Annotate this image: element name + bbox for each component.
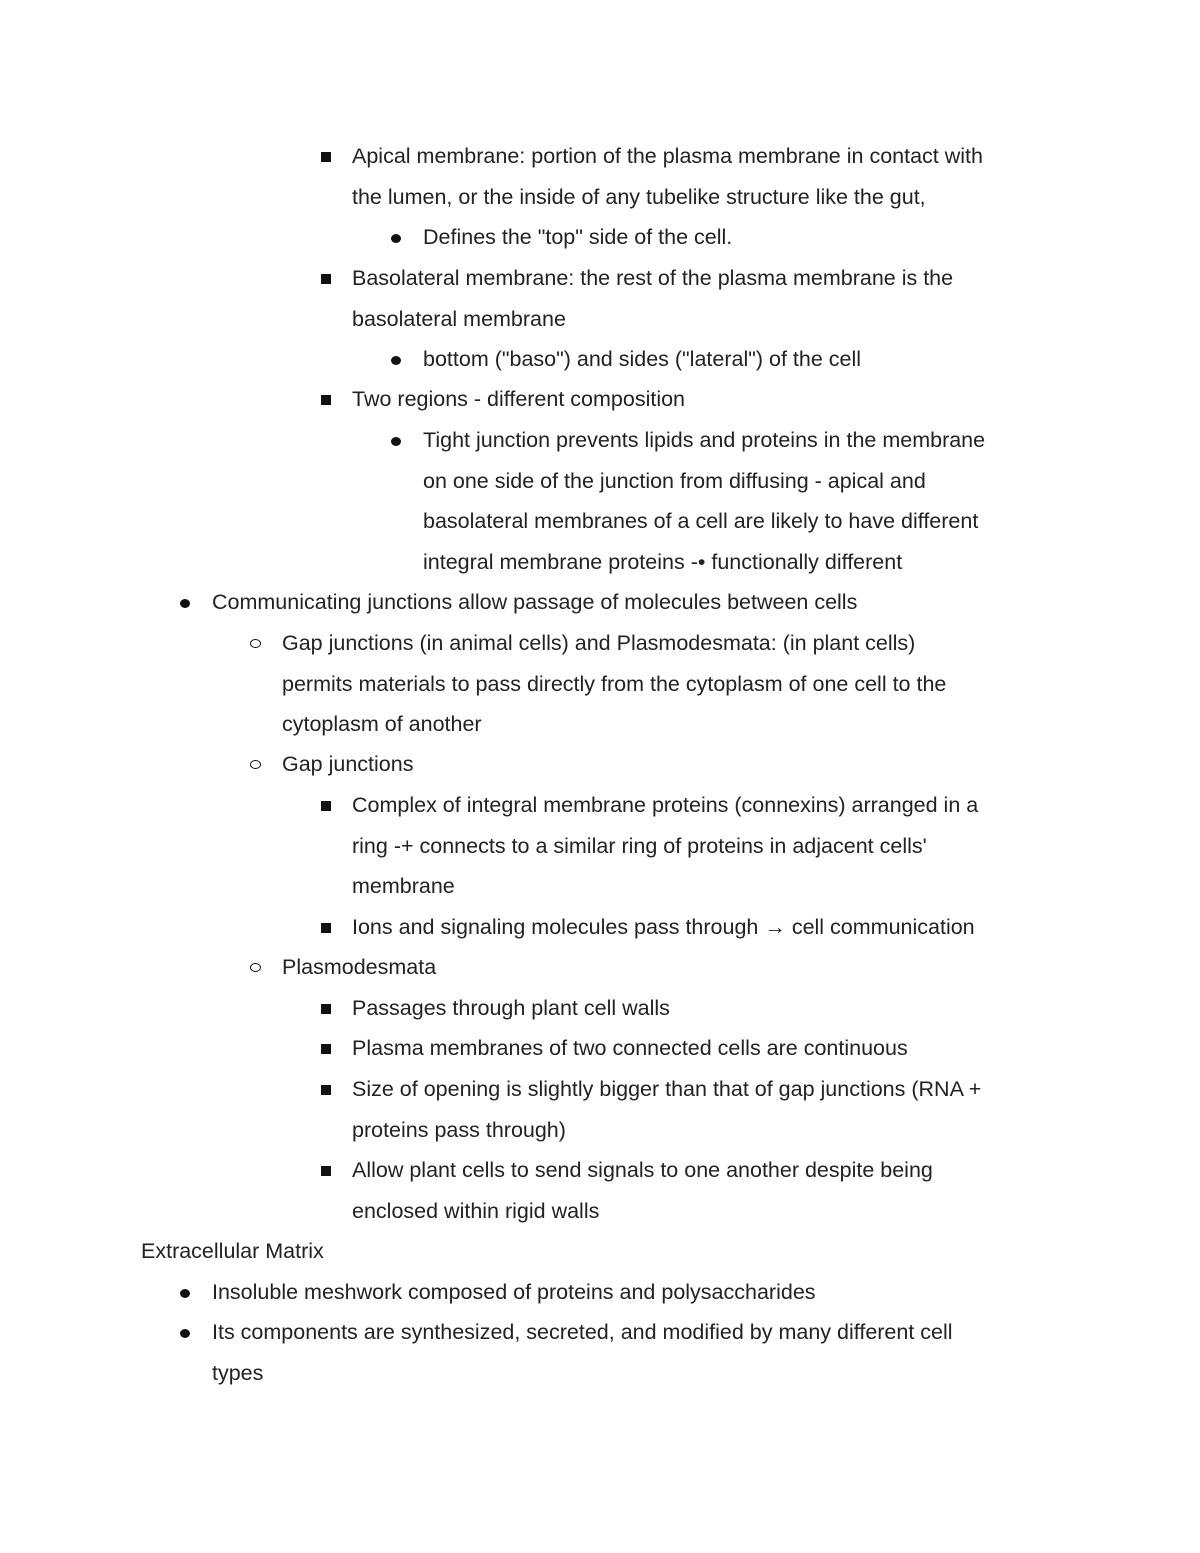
list-item-text: Plasma membranes of two connected cells are continuous <box>352 1036 908 1060</box>
square-bullet-icon <box>321 1166 331 1176</box>
list-item-two-regions <box>352 379 685 420</box>
list-item-text: Complex of integral membrane proteins (connexins) arranged in a <box>352 793 979 817</box>
circle-bullet-icon <box>250 760 261 769</box>
list-item-plasmodesmata <box>282 947 436 988</box>
list-item-text: types <box>212 1360 264 1385</box>
square-bullet-icon <box>321 395 331 405</box>
list-item-gap-junctions <box>282 744 413 785</box>
disc-bullet-icon <box>391 437 401 446</box>
list-item-text: ring -+ connects to a similar ring of proteins in adjacent cells' <box>352 833 927 858</box>
list-item-tight-junction <box>423 420 985 582</box>
list-item-text: Plasmodesmata <box>282 955 437 979</box>
list-item-text: basolateral membranes of a cell are likely to have different <box>423 509 979 534</box>
list-item-text: Insoluble meshwork composed of proteins and polysaccharides <box>212 1280 816 1304</box>
list-item-text: Tight junction prevents lipids and proteins in the membrane <box>423 428 986 452</box>
list-item-connexins <box>352 785 978 907</box>
list-item-text: basolateral membrane <box>352 306 566 331</box>
list-item-text: cytoplasm of another <box>282 712 482 737</box>
list-item-apical-membrane <box>352 136 983 217</box>
list-item-bottom-sides <box>423 339 861 380</box>
list-item-insoluble-meshwork <box>212 1272 816 1313</box>
list-item-text: on one side of the junction from diffusing - apical and <box>423 468 926 493</box>
square-bullet-icon <box>321 1085 331 1095</box>
list-item-text: Gap junctions (in animal cells) and Plasmodesmata: (in plant cells) <box>282 631 916 655</box>
section-heading-text: Extracellular Matrix <box>141 1239 324 1263</box>
disc-bullet-icon <box>180 1289 190 1298</box>
square-bullet-icon <box>321 1044 331 1054</box>
circle-bullet-icon <box>250 639 261 648</box>
disc-bullet-icon <box>391 356 401 365</box>
list-item-components <box>212 1312 953 1393</box>
list-item-text: enclosed within rigid walls <box>352 1198 600 1223</box>
list-item-text: Defines the "top" side of the cell. <box>423 225 733 249</box>
section-heading-extracellular-matrix <box>141 1231 324 1272</box>
square-bullet-icon <box>321 923 331 933</box>
square-bullet-icon <box>321 152 331 162</box>
disc-bullet-icon <box>391 234 401 243</box>
list-item-text: Ions and signaling molecules pass through → cell communication <box>352 915 975 939</box>
list-item-text: Basolateral membrane: the rest of the plasma membrane is the <box>352 266 954 290</box>
disc-bullet-icon <box>180 599 190 608</box>
list-item-text: membrane <box>352 874 455 899</box>
list-item-basolateral-membrane <box>352 258 953 339</box>
square-bullet-icon <box>321 801 331 811</box>
list-item-text: Allow plant cells to send signals to one another despite being <box>352 1158 933 1182</box>
list-item-top-side <box>423 217 732 258</box>
list-item-text: bottom ("baso") and sides ("lateral") of the cell <box>423 347 862 371</box>
list-item-text: permits materials to pass directly from the cytoplasm of one cell to the <box>282 671 947 696</box>
square-bullet-icon <box>321 274 331 284</box>
list-item-text: Its components are synthesized, secreted, and modified by many different cell <box>212 1320 953 1344</box>
list-item-opening-size <box>352 1069 981 1150</box>
list-item-text: integral membrane proteins -• functionally different <box>423 549 903 574</box>
list-item-text: Passages through plant cell walls <box>352 996 670 1020</box>
list-item-gap-junctions-plasmodesmata <box>282 623 946 745</box>
list-item-continuous-membranes <box>352 1028 908 1069</box>
list-item-text: Communicating junctions allow passage of molecules between cells <box>212 590 858 614</box>
list-item-text: Gap junctions <box>282 752 414 776</box>
list-item-text: Two regions - different composition <box>352 387 686 411</box>
square-bullet-icon <box>321 1004 331 1014</box>
list-item-text: Apical membrane: portion of the plasma membrane in contact with <box>352 144 983 168</box>
list-item-passages <box>352 988 670 1029</box>
list-item-text: proteins pass through) <box>352 1117 566 1142</box>
disc-bullet-icon <box>180 1329 190 1338</box>
list-item-text: the lumen, or the inside of any tubelike structure like the gut, <box>352 184 926 209</box>
circle-bullet-icon <box>250 963 261 972</box>
list-item-ions-signaling <box>352 907 975 948</box>
list-item-communicating-junctions <box>212 582 857 623</box>
list-item-text: Size of opening is slightly bigger than that of gap junctions (RNA + <box>352 1077 982 1101</box>
list-item-plant-signals <box>352 1150 933 1231</box>
